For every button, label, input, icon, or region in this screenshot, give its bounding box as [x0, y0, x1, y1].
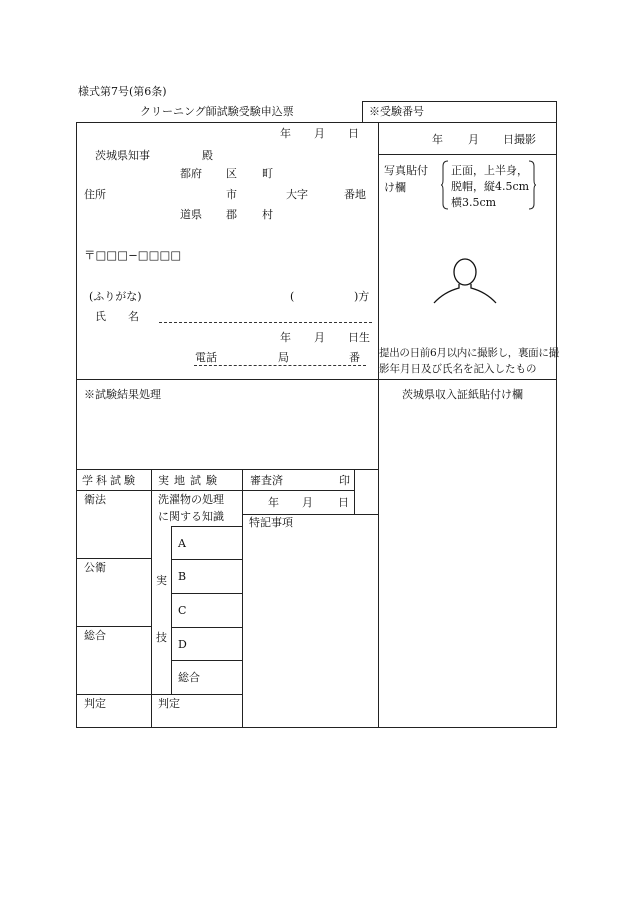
- laundry-knowledge-2: に関する知識: [158, 510, 224, 523]
- photo-date-month: 月: [468, 133, 479, 146]
- form-title: クリーニング師試験受験申込票: [140, 105, 294, 118]
- kyoku-label: 局: [278, 351, 289, 364]
- practical-exam-header: 実地試験: [158, 474, 222, 487]
- photo-paste-label-2: け欄: [384, 181, 406, 194]
- photo-spec-1: 正面，上半身，: [451, 164, 528, 177]
- right-bracket-icon: [529, 160, 537, 210]
- results-label: ※試験結果処理: [84, 388, 161, 401]
- overall-left-label: 総合: [84, 629, 106, 642]
- birth-day: 日生: [348, 331, 370, 344]
- item-a: A: [178, 537, 186, 550]
- item-overall: 総合: [178, 671, 200, 684]
- revenue-stamp-label: 茨城県収入証紙貼付け欄: [402, 388, 523, 401]
- oaza-label: 大字: [286, 188, 308, 201]
- review-year: 年: [268, 496, 279, 509]
- seal-label: 印: [339, 474, 350, 487]
- mura-label: 村: [262, 208, 273, 221]
- reviewed-label: 審査済: [250, 474, 283, 487]
- name-dashed-line: [159, 322, 372, 323]
- birth-month: 月: [314, 331, 325, 344]
- furigana-paren-open: (: [290, 290, 295, 303]
- application-date-day: 日: [348, 127, 359, 140]
- photo-date-year: 年: [432, 133, 443, 146]
- laundry-knowledge-1: 洗濯物の処理: [158, 493, 224, 506]
- pref-top: 都府: [180, 167, 202, 180]
- banchi-label: 番地: [344, 188, 366, 201]
- item-b: B: [178, 570, 187, 583]
- judgment-left-label: 判定: [84, 697, 106, 710]
- ku-label: 区: [226, 167, 237, 180]
- phone-dashed-line: [194, 365, 366, 366]
- pref-bottom: 道県: [180, 208, 202, 221]
- addressee: 茨城県知事: [95, 149, 150, 162]
- furigana-paren-close: )方: [354, 290, 370, 303]
- item-d: D: [178, 638, 187, 651]
- review-day: 日: [338, 496, 349, 509]
- written-exam-header: 学科試験: [82, 474, 138, 487]
- portrait-silhouette-icon: [430, 258, 500, 306]
- photo-spec-3: 横3.5cm: [451, 196, 497, 209]
- practical-skill-2: 技: [156, 631, 167, 644]
- photo-spec-2: 脱帽，縦4.5cm: [451, 180, 530, 193]
- postal-code: 〒□□□−□□□□: [84, 248, 182, 262]
- public-health-label: 公衛: [84, 561, 106, 574]
- item-c: C: [178, 604, 187, 617]
- special-notes-label: 特記事項: [249, 516, 293, 529]
- form-number: 様式第7号(第6条): [78, 85, 167, 98]
- practical-skill-1: 実: [156, 574, 167, 587]
- exam-number-label: ※受験番号: [369, 105, 424, 118]
- gun-label: 郡: [226, 208, 237, 221]
- ban-label: 番: [349, 351, 360, 364]
- photo-paste-label-1: 写真貼付: [384, 164, 428, 177]
- phone-label: 電話: [195, 351, 217, 364]
- application-date-year: 年: [280, 127, 291, 140]
- honorific: 殿: [202, 149, 213, 162]
- shi-label: 市: [226, 188, 237, 201]
- photo-note-2: 影年月日及び氏名を記入したもの: [379, 363, 537, 375]
- address-label: 住所: [84, 188, 106, 201]
- name-label: 氏 名: [95, 310, 139, 323]
- judgment-mid-label: 判定: [158, 697, 180, 710]
- birth-year: 年: [280, 331, 291, 344]
- application-date-month: 月: [314, 127, 325, 140]
- photo-date-taken: 日撮影: [503, 133, 536, 146]
- left-bracket-icon: [441, 160, 449, 210]
- machi-label: 町: [262, 167, 273, 180]
- photo-note-1: 提出の日前6月以内に撮影し，裏面に撮: [379, 347, 559, 359]
- hygiene-law-label: 衛法: [84, 493, 106, 506]
- furigana-label: (ふりがな): [89, 290, 142, 303]
- review-month: 月: [302, 496, 313, 509]
